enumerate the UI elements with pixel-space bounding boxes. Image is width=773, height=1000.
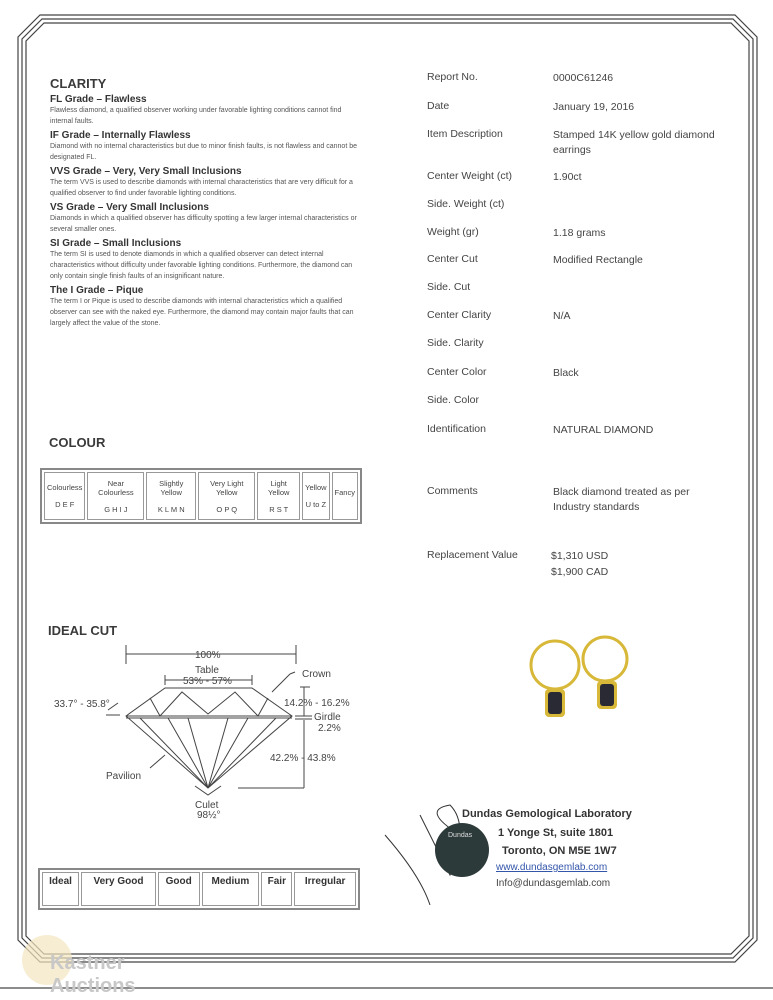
- report-label: Center Cut: [427, 253, 478, 265]
- girdle-percent: 2.2%: [318, 723, 341, 734]
- colour-title: COLOUR: [49, 435, 106, 450]
- report-value: NATURAL DIAMOND: [553, 424, 654, 436]
- colour-letters: G H I J: [104, 504, 128, 514]
- colour-grade-cell: [146, 472, 196, 520]
- colour-name: Very Light Yellow: [210, 478, 244, 497]
- report-value: $1,310 USD: [551, 550, 609, 562]
- report-label: Side. Clarity: [427, 337, 484, 349]
- colour-scale-table: [40, 468, 362, 524]
- colour-grade-cell: [87, 472, 144, 520]
- lab-website-link[interactable]: www.dundasgemlab.com: [496, 862, 608, 873]
- colour-grade-cell: [257, 472, 300, 520]
- colour-name: Slightly Yellow: [159, 478, 184, 497]
- crown-angle: 33.7° - 35.8°: [54, 699, 110, 710]
- colour-grade-cell: [332, 472, 358, 520]
- grade-heading: The I Grade – Pique: [50, 285, 144, 296]
- culet-angle: 98½°: [197, 810, 221, 821]
- report-value: January 19, 2016: [553, 101, 635, 113]
- clarity-title: CLARITY: [50, 76, 107, 91]
- kastner-auctions-watermark: [12, 930, 136, 997]
- grade-heading: IF Grade – Internally Flawless: [50, 130, 191, 141]
- culet-label: Culet: [195, 800, 219, 811]
- report-value: 0000C61246: [553, 72, 614, 84]
- pavilion-depth: 42.2% - 43.8%: [270, 753, 336, 764]
- report-label: Date: [427, 100, 450, 112]
- colour-grade-cell: [198, 472, 255, 520]
- ideal-cut-title: IDEAL CUT: [48, 623, 118, 638]
- report-value: Black: [553, 367, 579, 379]
- report-value: Modified Rectangle: [553, 254, 643, 266]
- report-label: Comments: [427, 485, 478, 497]
- pavilion-label: Pavilion: [106, 771, 142, 782]
- colour-name: Fancy: [334, 487, 355, 497]
- earrings-photo: [515, 625, 645, 765]
- colour-grade-cell: [44, 472, 85, 520]
- cut-grade-table: [38, 868, 360, 910]
- report-label: Weight (gr): [427, 226, 479, 238]
- table-label: Table: [195, 665, 219, 676]
- lab-address-line1: 1 Yonge St, suite 1801: [498, 827, 614, 839]
- cut-grade-cell: Fair: [261, 872, 292, 906]
- report-label: Side. Weight (ct): [427, 198, 505, 210]
- colour-letters: R S T: [269, 504, 289, 514]
- report-label: Side. Cut: [427, 281, 471, 293]
- report-label: Center Clarity: [427, 309, 492, 321]
- cut-grade-cell: Medium: [202, 872, 260, 906]
- watermark-text: Kastner Auctions: [50, 952, 136, 997]
- lab-email: Info@dundasgemlab.com: [496, 878, 611, 889]
- grade-description: Diamond with no internal characteristics but due to minor finish faults, is not flawless and cannot be designated FL.: [50, 143, 357, 161]
- report-label: Center Weight (ct): [427, 170, 512, 182]
- colour-name: Colourless: [47, 483, 83, 492]
- colour-name: Yellow: [305, 483, 327, 492]
- report-label: Side. Color: [427, 394, 479, 406]
- grade-description: The term I or Pique is used to describe diamonds with internal characteristics which a qualified observer can see with the naked eye. Furthermore, the diamond may contain major faults that can largely affect the value of the stone.: [50, 298, 354, 327]
- report-value: N/A: [553, 310, 571, 322]
- report-label: Center Color: [427, 366, 487, 378]
- cut-grade-cell: Good: [158, 872, 200, 906]
- diamond-proportions-diagram: [40, 640, 370, 830]
- clarity-section: [50, 76, 365, 329]
- report-value: 1.18 grams: [553, 227, 606, 239]
- seal-text: Dundas: [448, 832, 473, 839]
- grade-description: Diamonds in which a qualified observer has difficulty spotting a few larger internal characteristics or several smaller ones.: [50, 215, 357, 233]
- colour-grade-cell: [302, 472, 329, 520]
- report-label: Replacement Value: [427, 549, 518, 561]
- grade-description: Flawless diamond, a qualified observer working under favorable lighting conditions cannot find internal faults.: [50, 107, 342, 125]
- colour-letters: D E F: [55, 500, 75, 509]
- cut-grade-cell: Irregular: [294, 872, 356, 906]
- table-percent: 53% - 57%: [183, 676, 232, 687]
- report-label: Item Description: [427, 128, 503, 140]
- grade-heading: FL Grade – Flawless: [50, 94, 147, 105]
- grade-heading: SI Grade – Small Inclusions: [50, 238, 182, 249]
- width-percent: 100%: [195, 650, 221, 661]
- report-value: Stamped 14K yellow gold diamond earrings: [553, 129, 715, 156]
- grade-description: The term SI is used to denote diamonds in which a qualified observer can detect internal characteristics without difficulty under favorable lighting conditions. Furthermore, the diamond can only contain single finish faults of an insignificant nature.: [50, 251, 353, 280]
- crown-label: Crown: [302, 669, 331, 680]
- cut-grade-cell: Very Good: [81, 872, 156, 906]
- lab-name: Dundas Gemological Laboratory: [462, 808, 632, 820]
- report-label: Identification: [427, 423, 486, 435]
- grade-heading: VS Grade – Very Small Inclusions: [50, 202, 209, 213]
- girdle-label: Girdle: [314, 712, 341, 723]
- colour-letters: O P Q: [216, 504, 238, 514]
- colour-name: Near Colourless: [98, 478, 134, 497]
- report-value: 1.90ct: [553, 171, 582, 183]
- report-label: Report No.: [427, 71, 478, 83]
- colour-letters: K L M N: [157, 504, 185, 514]
- colour-letters: U to Z: [305, 500, 327, 509]
- crown-height: 14.2% - 16.2%: [284, 698, 350, 709]
- colour-name: Light Yellow: [268, 478, 290, 497]
- grade-description: The term VVS is used to describe diamonds with internal characteristics that are very difficult for a qualified observer to find under favorable lighting conditions.: [50, 179, 353, 197]
- report-value-secondary: $1,900 CAD: [551, 566, 609, 578]
- lab-address-line2: Toronto, ON M5E 1W7: [502, 845, 617, 857]
- report-value: Black diamond treated as per Industry standards: [553, 486, 690, 513]
- cut-grade-cell: Ideal: [42, 872, 79, 906]
- grade-heading: VVS Grade – Very, Very Small Inclusions: [50, 166, 242, 177]
